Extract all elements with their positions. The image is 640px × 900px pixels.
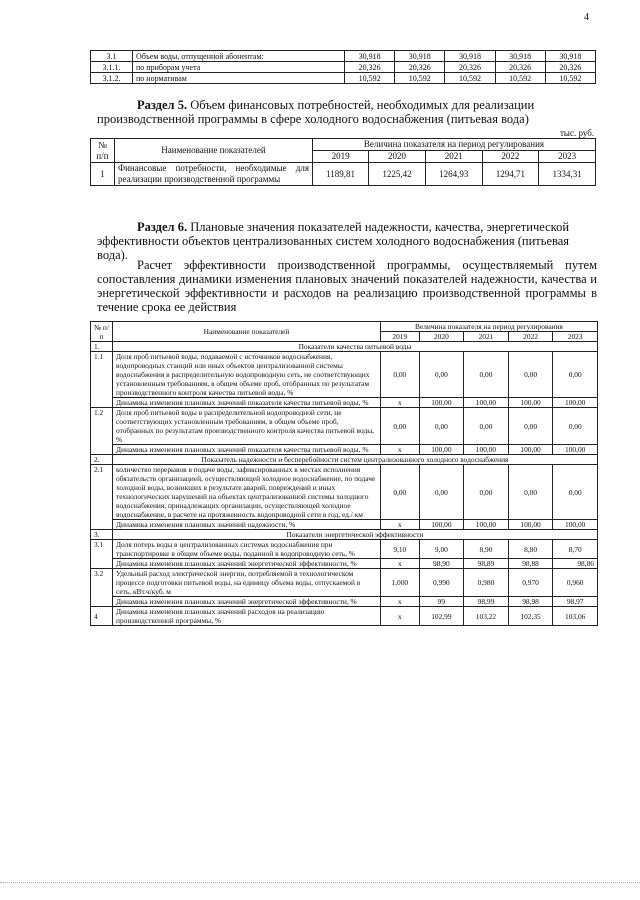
cell-value: 98,98: [508, 597, 553, 607]
cell-value: 0,00: [553, 408, 598, 445]
cell-value: 10,592: [545, 73, 595, 84]
cell-value: 0,00: [464, 352, 509, 398]
cell-value: 20,326: [445, 62, 495, 73]
table-row: [91, 597, 598, 607]
section-number: 2.: [91, 455, 113, 465]
cell-value: x: [381, 559, 420, 569]
row-name: Доля проб питьевой воды, подаваемой с источников водоснабжения, водопроводных станций или иных объектов централизованной системы водоснабжения в распределительную водопроводную сеть, не соответствующих установленным требованиям, в общем объеме проб, отобранных по результатам производственного контроля качества питьевой воды, %: [113, 352, 381, 398]
cell-value: 100,00: [553, 398, 598, 408]
cell-value: 0,00: [381, 465, 420, 520]
row-number: 1.1: [91, 352, 113, 408]
header-year: 2023: [553, 332, 598, 342]
table-row: [91, 51, 596, 62]
header-name: Наименование показателей: [113, 322, 381, 342]
cell-value: x: [381, 520, 420, 530]
cell-value: 98,86: [553, 559, 598, 569]
row-name: количество перерывов в подаче воды, зафиксированных в местах исполнения обязательств организацией, осуществляющей холодное водоснабжение, по подаче холодной воды, возникших в результате аварий, повреждений и иных технологических нарушений на объектах централизованной системы холодного водоснабжения, принадлежащих организации, осуществляющей холодное водоснабжение, в расчете на протяженность водопроводной сети в год, ед./ км: [113, 465, 381, 520]
cell-value: 1189,81: [313, 163, 369, 186]
table-row: [91, 163, 596, 186]
cell-value: 0,00: [381, 352, 420, 398]
cell-value: 30,918: [445, 51, 495, 62]
row-number: 1.2: [91, 408, 113, 455]
row-name: по нормативам: [133, 73, 345, 84]
cell-value: 0,980: [464, 569, 509, 597]
cell-value: 20,326: [545, 62, 595, 73]
section-number: 3.: [91, 530, 113, 540]
cell-value: 102,99: [419, 607, 464, 626]
cell-value: 1264,93: [425, 163, 482, 186]
financial-needs-table: [90, 138, 596, 186]
cell-value: 103,06: [553, 607, 598, 626]
header-period: Величина показателя на период регулирования: [313, 139, 596, 151]
cell-value: 9,00: [419, 540, 464, 559]
cell-value: 30,918: [495, 51, 545, 62]
table-row: [91, 62, 596, 73]
cell-value: 1,000: [381, 569, 420, 597]
cell-value: 100,00: [508, 520, 553, 530]
cell-value: 103,22: [464, 607, 509, 626]
section-6-title: Плановые значения показателей надежности, качества, энергетической эффективности объектов централизованных систем холодного водоснабжения (питьевая вода).: [97, 220, 570, 262]
cell-value: 99: [419, 597, 464, 607]
cell-value: 102,35: [508, 607, 553, 626]
cell-value: 100,00: [553, 520, 598, 530]
row-number: 1: [91, 163, 115, 186]
cell-value: 100,00: [464, 520, 509, 530]
section-number: 1.: [91, 342, 113, 352]
table-header-row: [91, 139, 596, 151]
cell-value: 100,00: [419, 398, 464, 408]
header-number: № п/п: [91, 139, 115, 163]
cell-value: 30,918: [345, 51, 395, 62]
row-name: Динамика изменения плановых значений показателя качества питьевой воды, %: [113, 445, 381, 455]
section-5-label: Раздел 5.: [137, 98, 188, 112]
table-row: [91, 569, 598, 597]
row-name: Доля проб питьевой воды в распределительной водопроводной сети, не соответствующих установленным требованиям, в общем объеме проб, отобранных по результатам производственного контроля качества питьевой воды, %: [113, 408, 381, 445]
cell-value: 10,592: [345, 73, 395, 84]
cell-value: 98,99: [464, 597, 509, 607]
row-name: Динамика изменения плановых значений показателя качества питьевой воды, %: [113, 398, 381, 408]
table-row: [91, 73, 596, 84]
cell-value: 0,00: [419, 465, 464, 520]
section-6-heading: [97, 220, 597, 262]
cell-value: 0,00: [508, 352, 553, 398]
header-year: 2022: [508, 332, 553, 342]
indicators-table: [90, 321, 598, 626]
row-number: 3.1: [91, 540, 113, 569]
cell-value: 0,970: [508, 569, 553, 597]
row-number: 3.1.2.: [91, 73, 133, 84]
cell-value: 98,88: [508, 559, 553, 569]
cell-value: 98,89: [464, 559, 509, 569]
header-year: 2020: [369, 151, 426, 163]
header-name: Наименование показателей: [115, 139, 313, 163]
units-label: тыс. руб.: [560, 128, 595, 138]
table-header-row: [91, 322, 598, 332]
row-number: 4: [91, 607, 113, 626]
section-title: Показатели энергетической эффективности: [113, 530, 598, 540]
table-row: [91, 520, 598, 530]
cell-value: 0,00: [553, 352, 598, 398]
cell-value: x: [381, 597, 420, 607]
cell-value: 100,00: [508, 398, 553, 408]
efficiency-paragraph: Расчет эффективности производственной программы, осуществляемый путем сопоставления динамики изменения плановых значений показателей надежности, качества и энергетической эффективности и расходов на реализацию производственной программы в течение срока ее действия: [97, 258, 597, 314]
cell-value: 0,00: [464, 408, 509, 445]
cell-value: 98,97: [553, 597, 598, 607]
row-name: Доля потерь воды в централизованных системах водоснабжения при транспортировке в общем объеме воды, поданной в водопроводную сеть, %: [113, 540, 381, 559]
page-number: 4: [584, 12, 589, 23]
water-volume-table: [90, 50, 596, 84]
cell-value: x: [381, 607, 420, 626]
row-name: Динамика изменения плановых значений надежности, %: [113, 520, 381, 530]
cell-value: x: [381, 398, 420, 408]
cell-value: 1334,31: [539, 163, 596, 186]
cell-value: 20,326: [495, 62, 545, 73]
cell-value: 0,00: [508, 408, 553, 445]
table-row: [91, 352, 598, 398]
cell-value: 20,326: [395, 62, 445, 73]
header-period: Величина показателя на период регулирования: [381, 322, 598, 332]
header-year: 2019: [313, 151, 369, 163]
section-title: Показатели качества питьевой воды: [113, 342, 598, 352]
cell-value: 9,10: [381, 540, 420, 559]
cell-value: 0,00: [419, 352, 464, 398]
cell-value: 30,918: [545, 51, 595, 62]
cell-value: 8,90: [464, 540, 509, 559]
cell-value: 10,592: [445, 73, 495, 84]
cell-value: 1225,42: [369, 163, 426, 186]
cell-value: 10,592: [495, 73, 545, 84]
cell-value: 0,00: [508, 465, 553, 520]
cell-value: 20,326: [345, 62, 395, 73]
cell-value: 0,00: [553, 465, 598, 520]
header-year: 2021: [464, 332, 509, 342]
cell-value: 100,00: [419, 445, 464, 455]
footer-divider: [0, 882, 640, 883]
row-number: 3.2: [91, 569, 113, 607]
cell-value: 0,00: [419, 408, 464, 445]
row-number: 3.1.1.: [91, 62, 133, 73]
table-row: [91, 445, 598, 455]
cell-value: 0,990: [419, 569, 464, 597]
row-name: Динамика изменения плановых значений расходов на реализацию производственной программы, %: [113, 607, 381, 626]
section-5-title: Объем финансовых потребностей, необходимых для реализации производственной программы в сфере холодного водоснабжения (питьевая вода): [97, 98, 535, 126]
table-row: [91, 540, 598, 559]
cell-value: 100,00: [553, 445, 598, 455]
cell-value: 1294,71: [482, 163, 539, 186]
cell-value: 10,592: [395, 73, 445, 84]
cell-value: 0,00: [464, 465, 509, 520]
header-year: 2023: [539, 151, 596, 163]
row-name: Финансовые потребности, необходимые для реализации производственной программы: [115, 163, 313, 186]
table-row: [91, 398, 598, 408]
table-row: [91, 408, 598, 445]
cell-value: 100,00: [464, 398, 509, 408]
cell-value: 0,960: [553, 569, 598, 597]
header-number: № п/п: [91, 322, 113, 342]
section-row: [91, 530, 598, 540]
row-number: 2.1: [91, 465, 113, 530]
cell-value: 100,00: [508, 445, 553, 455]
row-name: Динамика изменения плановых значений энергетической эффективности, %: [113, 559, 381, 569]
table-row: [91, 465, 598, 520]
header-year: 2020: [419, 332, 464, 342]
cell-value: 8,70: [553, 540, 598, 559]
header-year: 2021: [425, 151, 482, 163]
row-name: Объем воды, отпущенной абонентам:: [133, 51, 345, 62]
section-6-label: Раздел 6.: [137, 220, 188, 234]
header-year: 2019: [381, 332, 420, 342]
section-row: [91, 342, 598, 352]
cell-value: 100,00: [419, 520, 464, 530]
cell-value: 100,00: [464, 445, 509, 455]
row-name: по приборам учета: [133, 62, 345, 73]
section-5-heading: [97, 98, 597, 126]
section-row: [91, 455, 598, 465]
row-number: 3.1: [91, 51, 133, 62]
cell-value: x: [381, 445, 420, 455]
cell-value: 98,90: [419, 559, 464, 569]
row-name: Удельный расход электрической энергии, потребляемой в технологическом процессе подготовки питьевой воды, на единицу объема воды, отпускаемой в сеть, кВт.ч/куб. м: [113, 569, 381, 597]
header-year: 2022: [482, 151, 539, 163]
table-row: [91, 559, 598, 569]
cell-value: 0,00: [381, 408, 420, 445]
table-row: [91, 607, 598, 626]
cell-value: 8,80: [508, 540, 553, 559]
section-title: Показатель надежности и бесперебойности систем централизованного холодного водоснабжения: [113, 455, 598, 465]
cell-value: 30,918: [395, 51, 445, 62]
row-name: Динамика изменения плановых значений энергетической эффективности, %: [113, 597, 381, 607]
